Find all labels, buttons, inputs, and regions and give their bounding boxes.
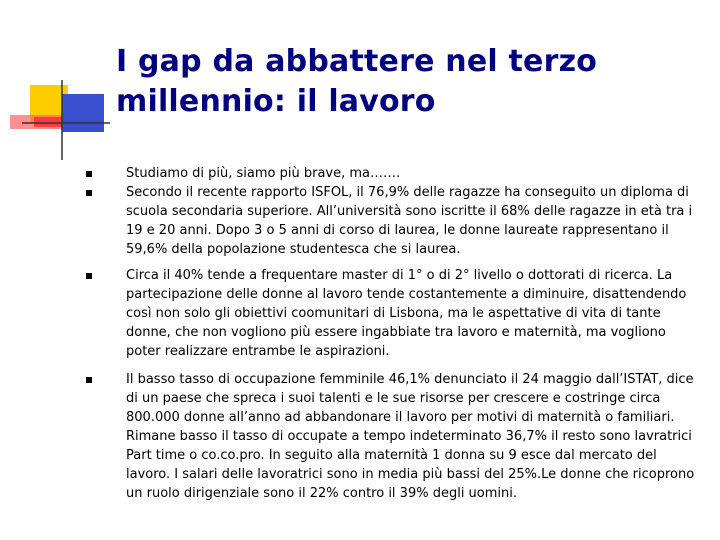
bullet-text: Il basso tasso di occupazione femminile 46,1% denunciato il 24 maggio dall’ISTAT, dice di un paese che spreca i suoi talenti e le sue risorse per crescere e costringe circa 800.000 donne all’anno ad abbandonare il lavoro per motivi di maternità o familiari. Rimane basso il tasso di occupate a tempo indeterminato 36,7% il resto sono lavratrici Part time o co.co.pro. In seguito alla maternità 1 donna su 9 esce dal mercato del lavoro. I salari delle lavoratrici sono in media più bassi del 25%.Le donne che ricoprono un ruolo dirigenziale sono il 22% contro il 39% degli uomini. (126, 372, 695, 501)
bullet-text: Studiamo di più, siamo più brave, ma……. (126, 166, 401, 181)
slide-title-line-2: millennio: il lavoro (116, 84, 436, 119)
slide-title-line-1: I gap da abbattere nel terzo (116, 44, 598, 79)
bullet-item (86, 164, 696, 183)
bullet-item (86, 183, 696, 259)
bullet-item (86, 370, 696, 503)
bullet-item (86, 266, 696, 361)
bullet-square-icon (86, 171, 92, 177)
bullet-square-icon (86, 190, 92, 196)
bullet-square-icon (86, 273, 92, 279)
bullet-text: Circa il 40% tende a frequentare master di 1° o di 2° livello o dottorati di ricerca. La partecipazione delle donne al lavoro tende costantemente a diminuire, disattendendo così non solo gli obiettivi coomunitari di Lisbona, ma le aspettative di vita di tante donne, che non vogliono più essere ingabbiate tra lavoro e maternità, ma vogliono poter realizzare entrambe le aspirazioni. (126, 268, 687, 359)
bullet-square-icon (86, 377, 92, 383)
bullet-text: Secondo il recente rapporto ISFOL, il 76,9% delle ragazze ha conseguito un diploma di scuola secondaria superiore. All’università sono iscritte il 68% delle ragazze in età tra i 19 e 20 anni. Dopo 3 o 5 anni di corso di laurea, le donne laureate rappresentano il 59,6% della popolazione studentesca che si laurea. (126, 185, 693, 257)
